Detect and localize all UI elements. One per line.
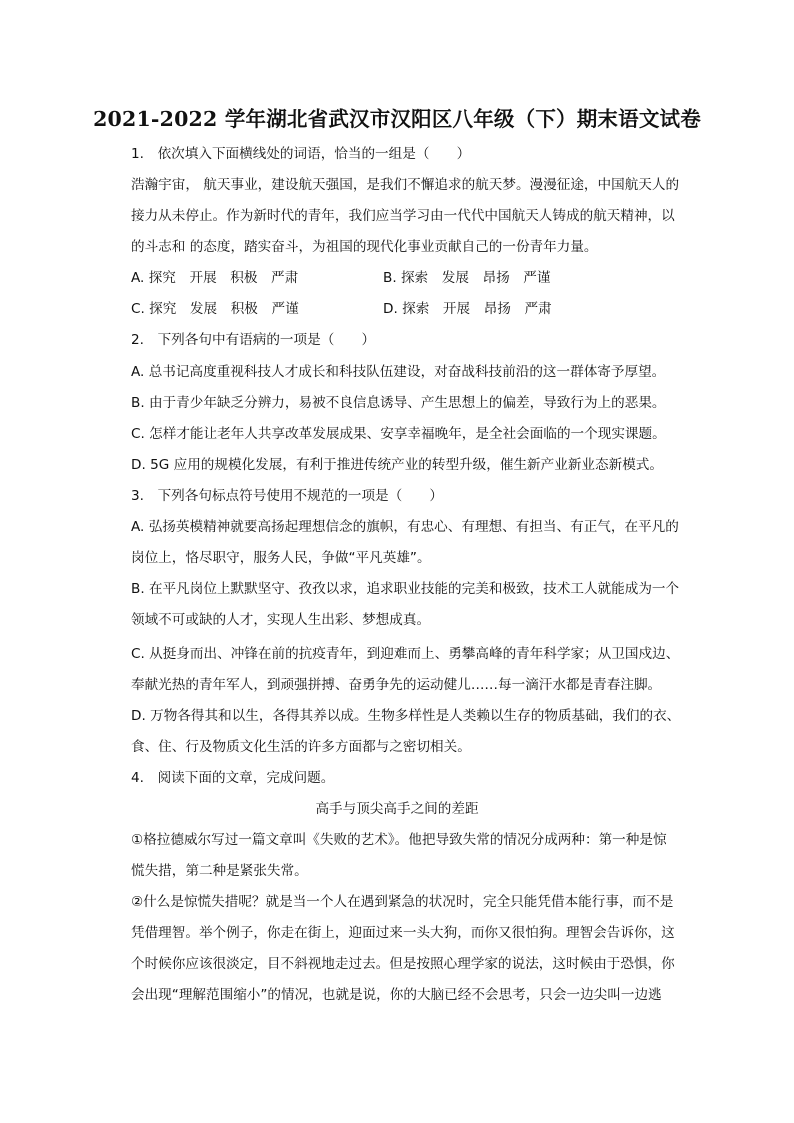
exam-title: 2021-2022 学年湖北省武汉市汉阳区八年级（下）期末语文试卷	[93, 107, 701, 131]
question-1-passage-line: 浩瀚宇宙， 航天事业，建设航天强国，是我们不懈追求的航天梦。漫漫征途，中国航天人的	[131, 177, 680, 193]
question-3-line: A. 弘扬英模精神就要高扬起理想信念的旗帜，有忠心、有理想、有担当、有正气，在平凡的	[131, 519, 679, 535]
article-paragraph-line: ②什么是惊慌失措呢？就是当一个人在遇到紧急的状况时，完全只能凭借本能行事，而不是	[131, 894, 674, 910]
question-1-option-c: C. 探究 发展 积极 严谨	[131, 301, 299, 317]
question-2-option-a: A. 总书记高度重视科技人才成长和科技队伍建设，对奋战科技前沿的这一群体寄予厚望。	[131, 364, 666, 380]
question-3-line: 食、住、行及物质文化生活的许多方面都与之密切相关。	[131, 739, 471, 755]
question-2-option-d: D. 5G 应用的规模化发展，有利于推进传统产业的转型升级，催生新产业新业态新模式。	[131, 457, 663, 473]
question-3-line: D. 万物各得其和以生，各得其养以成。生物多样性是人类赖以生存的物质基础，我们的衣、	[131, 708, 681, 724]
question-4-stem: 4. 阅读下面的文章，完成问题。	[131, 770, 335, 786]
question-3-line: 奉献光热的青年军人，到顽强拼搏、奋勇争先的运动健儿……每一滴汗水都是青春注脚。	[131, 677, 662, 693]
article-title: 高手与顶尖高手之间的差距	[315, 801, 479, 817]
question-1-passage-line: 接力从未停止。作为新时代的青年，我们应当学习由一代代中国航天人铸成的航天精神，以	[131, 208, 675, 224]
article-paragraph-line: 个时候你应该很淡定，目不斜视地走过去。但是按照心理学家的说法，这时候由于恐惧，你	[131, 956, 675, 972]
question-3-line: C. 从挺身而出、冲锋在前的抗疫青年，到迎难而上、勇攀高峰的青年科学家；从卫国戍边、	[131, 646, 680, 662]
article-paragraph-line: 会出现“理解范围缩小”的情况，也就是说，你的大脑已经不会思考，只会一边尖叫一边逃	[131, 987, 662, 1003]
question-2-option-c: C. 怎样才能让老年人共享改革发展成果、安享幸福晚年，是全社会面临的一个现实课题。	[131, 426, 666, 442]
question-1-option-d: D. 探索 开展 昂扬 严肃	[383, 301, 552, 317]
question-2-option-b: B. 由于青少年缺乏分辨力，易被不良信息诱导、产生思想上的偏差，导致行为上的恶果。	[131, 395, 666, 411]
question-1-stem: 1. 依次填入下面横线处的词语，恰当的一组是（ ）	[131, 146, 471, 162]
question-1-option-a: A. 探究 开展 积极 严肃	[131, 270, 299, 286]
question-3-line: B. 在平凡岗位上默默坚守、孜孜以求，追求职业技能的完美和极致，技术工人就能成为一个	[131, 581, 680, 597]
article-paragraph-line: 凭借理智。举个例子，你走在街上，迎面过来一头大狗，而你又很怕狗。理智会告诉你，这	[131, 925, 675, 941]
question-3-line: 岗位上，恪尽职守，服务人民，争做“平凡英雄”。	[131, 550, 431, 566]
question-3-stem: 3. 下列各句标点符号使用不规范的一项是（ ）	[131, 488, 444, 504]
question-3-line: 领域不可或缺的人才，实现人生出彩、梦想成真。	[131, 612, 431, 628]
question-2-stem: 2. 下列各句中有语病的一项是（ ）	[131, 332, 376, 348]
article-paragraph-line: 慌失措，第二种是紧张失常。	[131, 863, 308, 879]
question-1-option-b: B. 探索 发展 昂扬 严谨	[383, 270, 551, 286]
article-paragraph-line: ①格拉德威尔写过一篇文章叫《失败的艺术》。他把导致失常的情况分成两种：第一种是惊	[131, 832, 667, 848]
question-1-passage-line: 的斗志和 的态度，踏实奋斗，为祖国的现代化事业贡献自己的一份青年力量。	[131, 239, 598, 255]
